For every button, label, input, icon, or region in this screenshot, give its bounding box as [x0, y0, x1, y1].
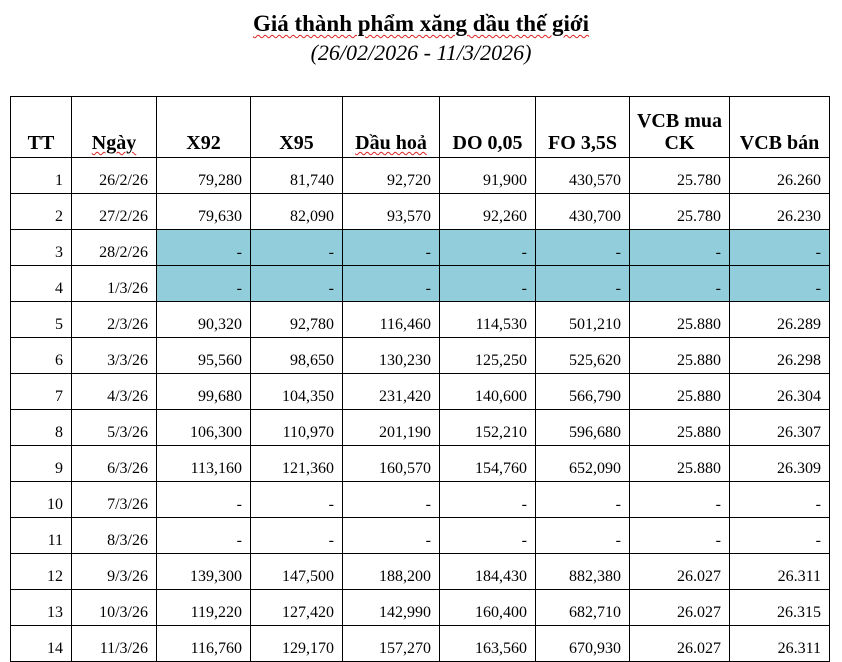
cell-vcb-mua: 25.780: [630, 158, 730, 194]
cell-x92: -: [157, 230, 251, 266]
cell-vcb-mua: 26.027: [630, 590, 730, 626]
cell-x95: 92,780: [251, 302, 343, 338]
cell-vcb-mua: -: [630, 518, 730, 554]
cell-dau-hoa: 231,420: [343, 374, 440, 410]
cell-x92: -: [157, 482, 251, 518]
cell-day: 9/3/26: [72, 554, 157, 590]
cell-fo: -: [536, 518, 630, 554]
cell-vcb-mua: -: [630, 482, 730, 518]
cell-do: 114,530: [440, 302, 536, 338]
col-header-x92: X92: [157, 97, 251, 158]
cell-fo: 652,090: [536, 446, 630, 482]
cell-day: 3/3/26: [72, 338, 157, 374]
cell-day: 6/3/26: [72, 446, 157, 482]
cell-dau-hoa: -: [343, 230, 440, 266]
cell-vcb-ban: -: [730, 230, 830, 266]
table-row: [11, 482, 830, 518]
cell-x92: 113,160: [157, 446, 251, 482]
cell-x95: -: [251, 266, 343, 302]
cell-vcb-ban: 26.307: [730, 410, 830, 446]
cell-x92: 106,300: [157, 410, 251, 446]
cell-fo: 882,380: [536, 554, 630, 590]
cell-vcb-mua: 25.880: [630, 374, 730, 410]
cell-fo: 525,620: [536, 338, 630, 374]
cell-x92: -: [157, 518, 251, 554]
cell-do: -: [440, 482, 536, 518]
cell-day: 5/3/26: [72, 410, 157, 446]
col-header-dau-hoa: Dầu hoả: [343, 97, 440, 158]
cell-dau-hoa: 188,200: [343, 554, 440, 590]
cell-vcb-ban: -: [730, 266, 830, 302]
cell-day: 28/2/26: [72, 230, 157, 266]
cell-x95: 81,740: [251, 158, 343, 194]
cell-vcb-mua: 25.880: [630, 446, 730, 482]
cell-do: -: [440, 266, 536, 302]
cell-dau-hoa: -: [343, 266, 440, 302]
cell-tt: 1: [11, 158, 72, 194]
table-header-row: [11, 97, 830, 158]
cell-tt: 8: [11, 410, 72, 446]
cell-tt: 9: [11, 446, 72, 482]
cell-x95: 104,350: [251, 374, 343, 410]
cell-tt: 13: [11, 590, 72, 626]
cell-x92: 119,220: [157, 590, 251, 626]
cell-tt: 3: [11, 230, 72, 266]
cell-x92: 139,300: [157, 554, 251, 590]
cell-vcb-ban: 26.311: [730, 626, 830, 662]
cell-dau-hoa: 93,570: [343, 194, 440, 230]
cell-fo: -: [536, 230, 630, 266]
cell-x95: 127,420: [251, 590, 343, 626]
document-title: Giá thành phẩm xăng dầu thế giới: [252, 11, 590, 36]
table-row: [11, 230, 830, 266]
cell-vcb-ban: 26.304: [730, 374, 830, 410]
col-header-tt: TT: [11, 97, 72, 158]
cell-tt: 7: [11, 374, 72, 410]
cell-x95: 110,970: [251, 410, 343, 446]
table-row: [11, 590, 830, 626]
table-row: [11, 302, 830, 338]
table-row: [11, 446, 830, 482]
cell-do: 91,900: [440, 158, 536, 194]
cell-x95: 98,650: [251, 338, 343, 374]
cell-fo: 670,930: [536, 626, 630, 662]
col-header-ngay: Ngày: [72, 97, 157, 158]
col-header-fo: FO 3,5S: [536, 97, 630, 158]
cell-x92: 95,560: [157, 338, 251, 374]
cell-x92: 79,630: [157, 194, 251, 230]
cell-vcb-ban: -: [730, 518, 830, 554]
cell-do: 184,430: [440, 554, 536, 590]
cell-tt: 11: [11, 518, 72, 554]
table-row: [11, 194, 830, 230]
cell-vcb-mua: 25.880: [630, 338, 730, 374]
cell-x95: 129,170: [251, 626, 343, 662]
cell-vcb-ban: 26.289: [730, 302, 830, 338]
cell-x92: -: [157, 266, 251, 302]
cell-x95: 147,500: [251, 554, 343, 590]
cell-x92: 79,280: [157, 158, 251, 194]
cell-dau-hoa: 92,720: [343, 158, 440, 194]
col-header-vcb-ban: VCB bán: [730, 97, 830, 158]
cell-do: 152,210: [440, 410, 536, 446]
cell-x92: 99,680: [157, 374, 251, 410]
cell-vcb-mua: 26.027: [630, 626, 730, 662]
cell-dau-hoa: -: [343, 482, 440, 518]
cell-dau-hoa: 160,570: [343, 446, 440, 482]
cell-fo: 501,210: [536, 302, 630, 338]
cell-fo: 682,710: [536, 590, 630, 626]
cell-day: 10/3/26: [72, 590, 157, 626]
cell-vcb-ban: 26.311: [730, 554, 830, 590]
date-range-subtitle: (26/02/2026 - 11/3/2026): [310, 40, 532, 65]
cell-day: 2/3/26: [72, 302, 157, 338]
cell-do: 92,260: [440, 194, 536, 230]
col-header-vcb-mua: VCB mua CK: [630, 97, 730, 158]
cell-do: 140,600: [440, 374, 536, 410]
col-header-x95: X95: [251, 97, 343, 158]
cell-fo: 566,790: [536, 374, 630, 410]
cell-day: 7/3/26: [72, 482, 157, 518]
cell-tt: 2: [11, 194, 72, 230]
cell-vcb-mua: 26.027: [630, 554, 730, 590]
cell-dau-hoa: 201,190: [343, 410, 440, 446]
cell-vcb-mua: 25.880: [630, 410, 730, 446]
cell-dau-hoa: 157,270: [343, 626, 440, 662]
table-row: [11, 518, 830, 554]
cell-vcb-mua: 25.880: [630, 302, 730, 338]
cell-tt: 12: [11, 554, 72, 590]
cell-day: 26/2/26: [72, 158, 157, 194]
cell-dau-hoa: 116,460: [343, 302, 440, 338]
cell-vcb-ban: -: [730, 482, 830, 518]
cell-x95: 121,360: [251, 446, 343, 482]
cell-vcb-ban: 26.260: [730, 158, 830, 194]
fuel-price-table: [10, 96, 830, 662]
cell-tt: 4: [11, 266, 72, 302]
cell-fo: -: [536, 482, 630, 518]
cell-x95: -: [251, 482, 343, 518]
cell-vcb-ban: 26.298: [730, 338, 830, 374]
table-row: [11, 410, 830, 446]
cell-day: 8/3/26: [72, 518, 157, 554]
cell-day: 11/3/26: [72, 626, 157, 662]
cell-fo: -: [536, 266, 630, 302]
cell-x92: 116,760: [157, 626, 251, 662]
cell-vcb-mua: -: [630, 230, 730, 266]
cell-vcb-mua: -: [630, 266, 730, 302]
cell-fo: 430,700: [536, 194, 630, 230]
cell-tt: 10: [11, 482, 72, 518]
cell-do: -: [440, 518, 536, 554]
cell-x95: -: [251, 230, 343, 266]
cell-fo: 596,680: [536, 410, 630, 446]
cell-fo: 430,570: [536, 158, 630, 194]
cell-tt: 5: [11, 302, 72, 338]
cell-dau-hoa: -: [343, 518, 440, 554]
cell-vcb-mua: 25.780: [630, 194, 730, 230]
cell-vcb-ban: 26.309: [730, 446, 830, 482]
cell-tt: 14: [11, 626, 72, 662]
cell-do: 125,250: [440, 338, 536, 374]
cell-do: 154,760: [440, 446, 536, 482]
cell-x95: 82,090: [251, 194, 343, 230]
cell-x92: 90,320: [157, 302, 251, 338]
table-row: [11, 338, 830, 374]
cell-day: 27/2/26: [72, 194, 157, 230]
table-row: [11, 158, 830, 194]
cell-do: 163,560: [440, 626, 536, 662]
table-row: [11, 266, 830, 302]
cell-dau-hoa: 130,230: [343, 338, 440, 374]
cell-do: -: [440, 230, 536, 266]
table-row: [11, 554, 830, 590]
cell-day: 4/3/26: [72, 374, 157, 410]
cell-do: 160,400: [440, 590, 536, 626]
cell-vcb-ban: 26.230: [730, 194, 830, 230]
cell-x95: -: [251, 518, 343, 554]
cell-day: 1/3/26: [72, 266, 157, 302]
table-row: [11, 374, 830, 410]
cell-vcb-ban: 26.315: [730, 590, 830, 626]
cell-dau-hoa: 142,990: [343, 590, 440, 626]
col-header-do: DO 0,05: [440, 97, 536, 158]
table-row: [11, 626, 830, 662]
cell-tt: 6: [11, 338, 72, 374]
